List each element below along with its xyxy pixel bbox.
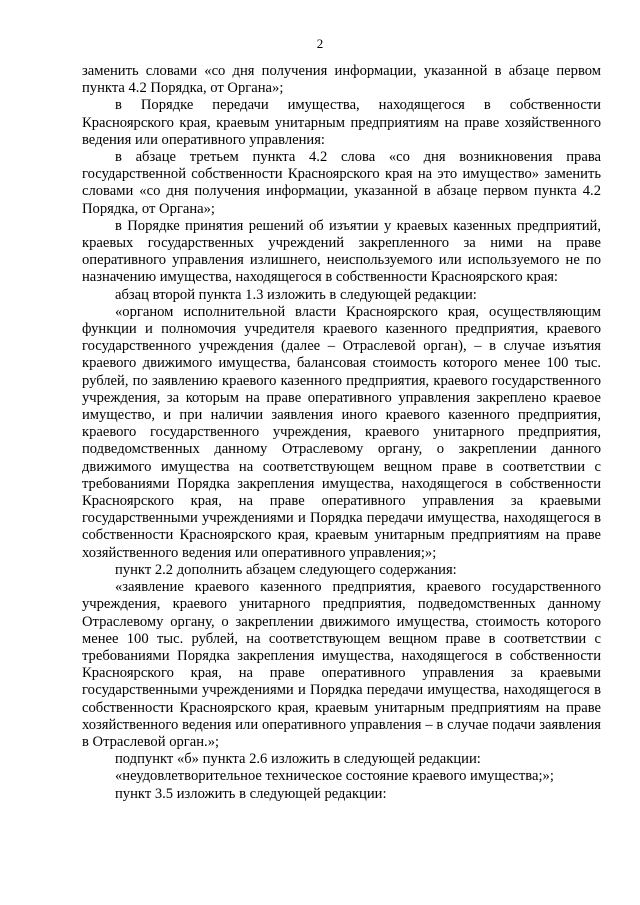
paragraph-6: «органом исполнительной власти Красноярского края, осуществляющим функции и полномочия учредителя краевого казенного предприятия, краевого государственного учреждения (далее – Отраслевой орган), – в случае изъятия краевого движимого имущества, балансовая стоимость которого менее 100 тыс. рублей, по заявлению краевого казенного предприятия, краевого государственного учреждения, за которым на праве оперативного управления закреплено краевое имущество, и при наличии заявления иного краевого казенного предприятия, краевого государственного учреждения, краевого унитарного предприятия, подведомственных данному Отраслевому органу, о закреплении данного движимого имущества на соответствующем вещном праве в соответствии с требованиями Порядка закрепления имущества, находящегося в собственности Красноярского края, на праве оперативного управления за краевыми государственными учреждениями и Порядка передачи имущества, находящегося в собственности Красноярского края, краевым унитарным предприятиям на праве хозяйственного ведения или оперативного управления;»;: [82, 303, 601, 561]
paragraph-1: заменить словами «со дня получения информации, указанной в абзаце первом пункта 4.2 Порядка, от Органа»;: [82, 63, 601, 97]
paragraph-11: пункт 3.5 изложить в следующей редакции:: [115, 785, 387, 802]
paragraph-4: в Порядке принятия решений об изъятии у краевых казенных предприятий, краевых государственных учреждений закрепленного за ними на праве оперативного управления излишнего, неиспользуемого или используемого не по назначению имущества, находящегося в собственности Красноярского края:: [82, 217, 601, 286]
paragraph-7: пункт 2.2 дополнить абзацем следующего содержания:: [115, 561, 457, 578]
document-body: [82, 63, 601, 803]
paragraph-10: «неудовлетворительное техническое состояние краевого имущества;»;: [115, 768, 554, 785]
page-number: 2: [316, 36, 324, 51]
paragraph-5: абзац второй пункта 1.3 изложить в следующей редакции:: [115, 286, 477, 303]
paragraph-2: в Порядке передачи имущества, находящегося в собственности Красноярского края, краевым унитарным предприятиям на праве хозяйственного ведения или оперативного управления:: [82, 97, 601, 148]
paragraph-3: в абзаце третьем пункта 4.2 слова «со дня возникновения права государственной собственности Красноярского края на это имущество» заменить словами «со дня получения информации, указанной в абзаце первом пункта 4.2 Порядка, от Органа»;: [82, 149, 601, 217]
paragraph-8: «заявление краевого казенного предприятия, краевого государственного учреждения, краевого унитарного предприятия, подведомственных данному Отраслевому органу, о закреплении движимого имущества, стоимость которого менее 100 тыс. рублей, на соответствующем вещном праве в соответствии с требованиями Порядка закрепления имущества, находящегося в собственности Красноярского края, на праве оперативного управления за краевыми государственными учреждениями и Порядка передачи имущества, находящегося в собственности Красноярского края, краевым унитарным предприятиям на праве хозяйственного ведения или оперативного управления – в случае подачи заявления в Отраслевой орган.»;: [82, 579, 601, 750]
paragraph-9: подпункт «б» пункта 2.6 изложить в следующей редакции:: [115, 751, 481, 768]
